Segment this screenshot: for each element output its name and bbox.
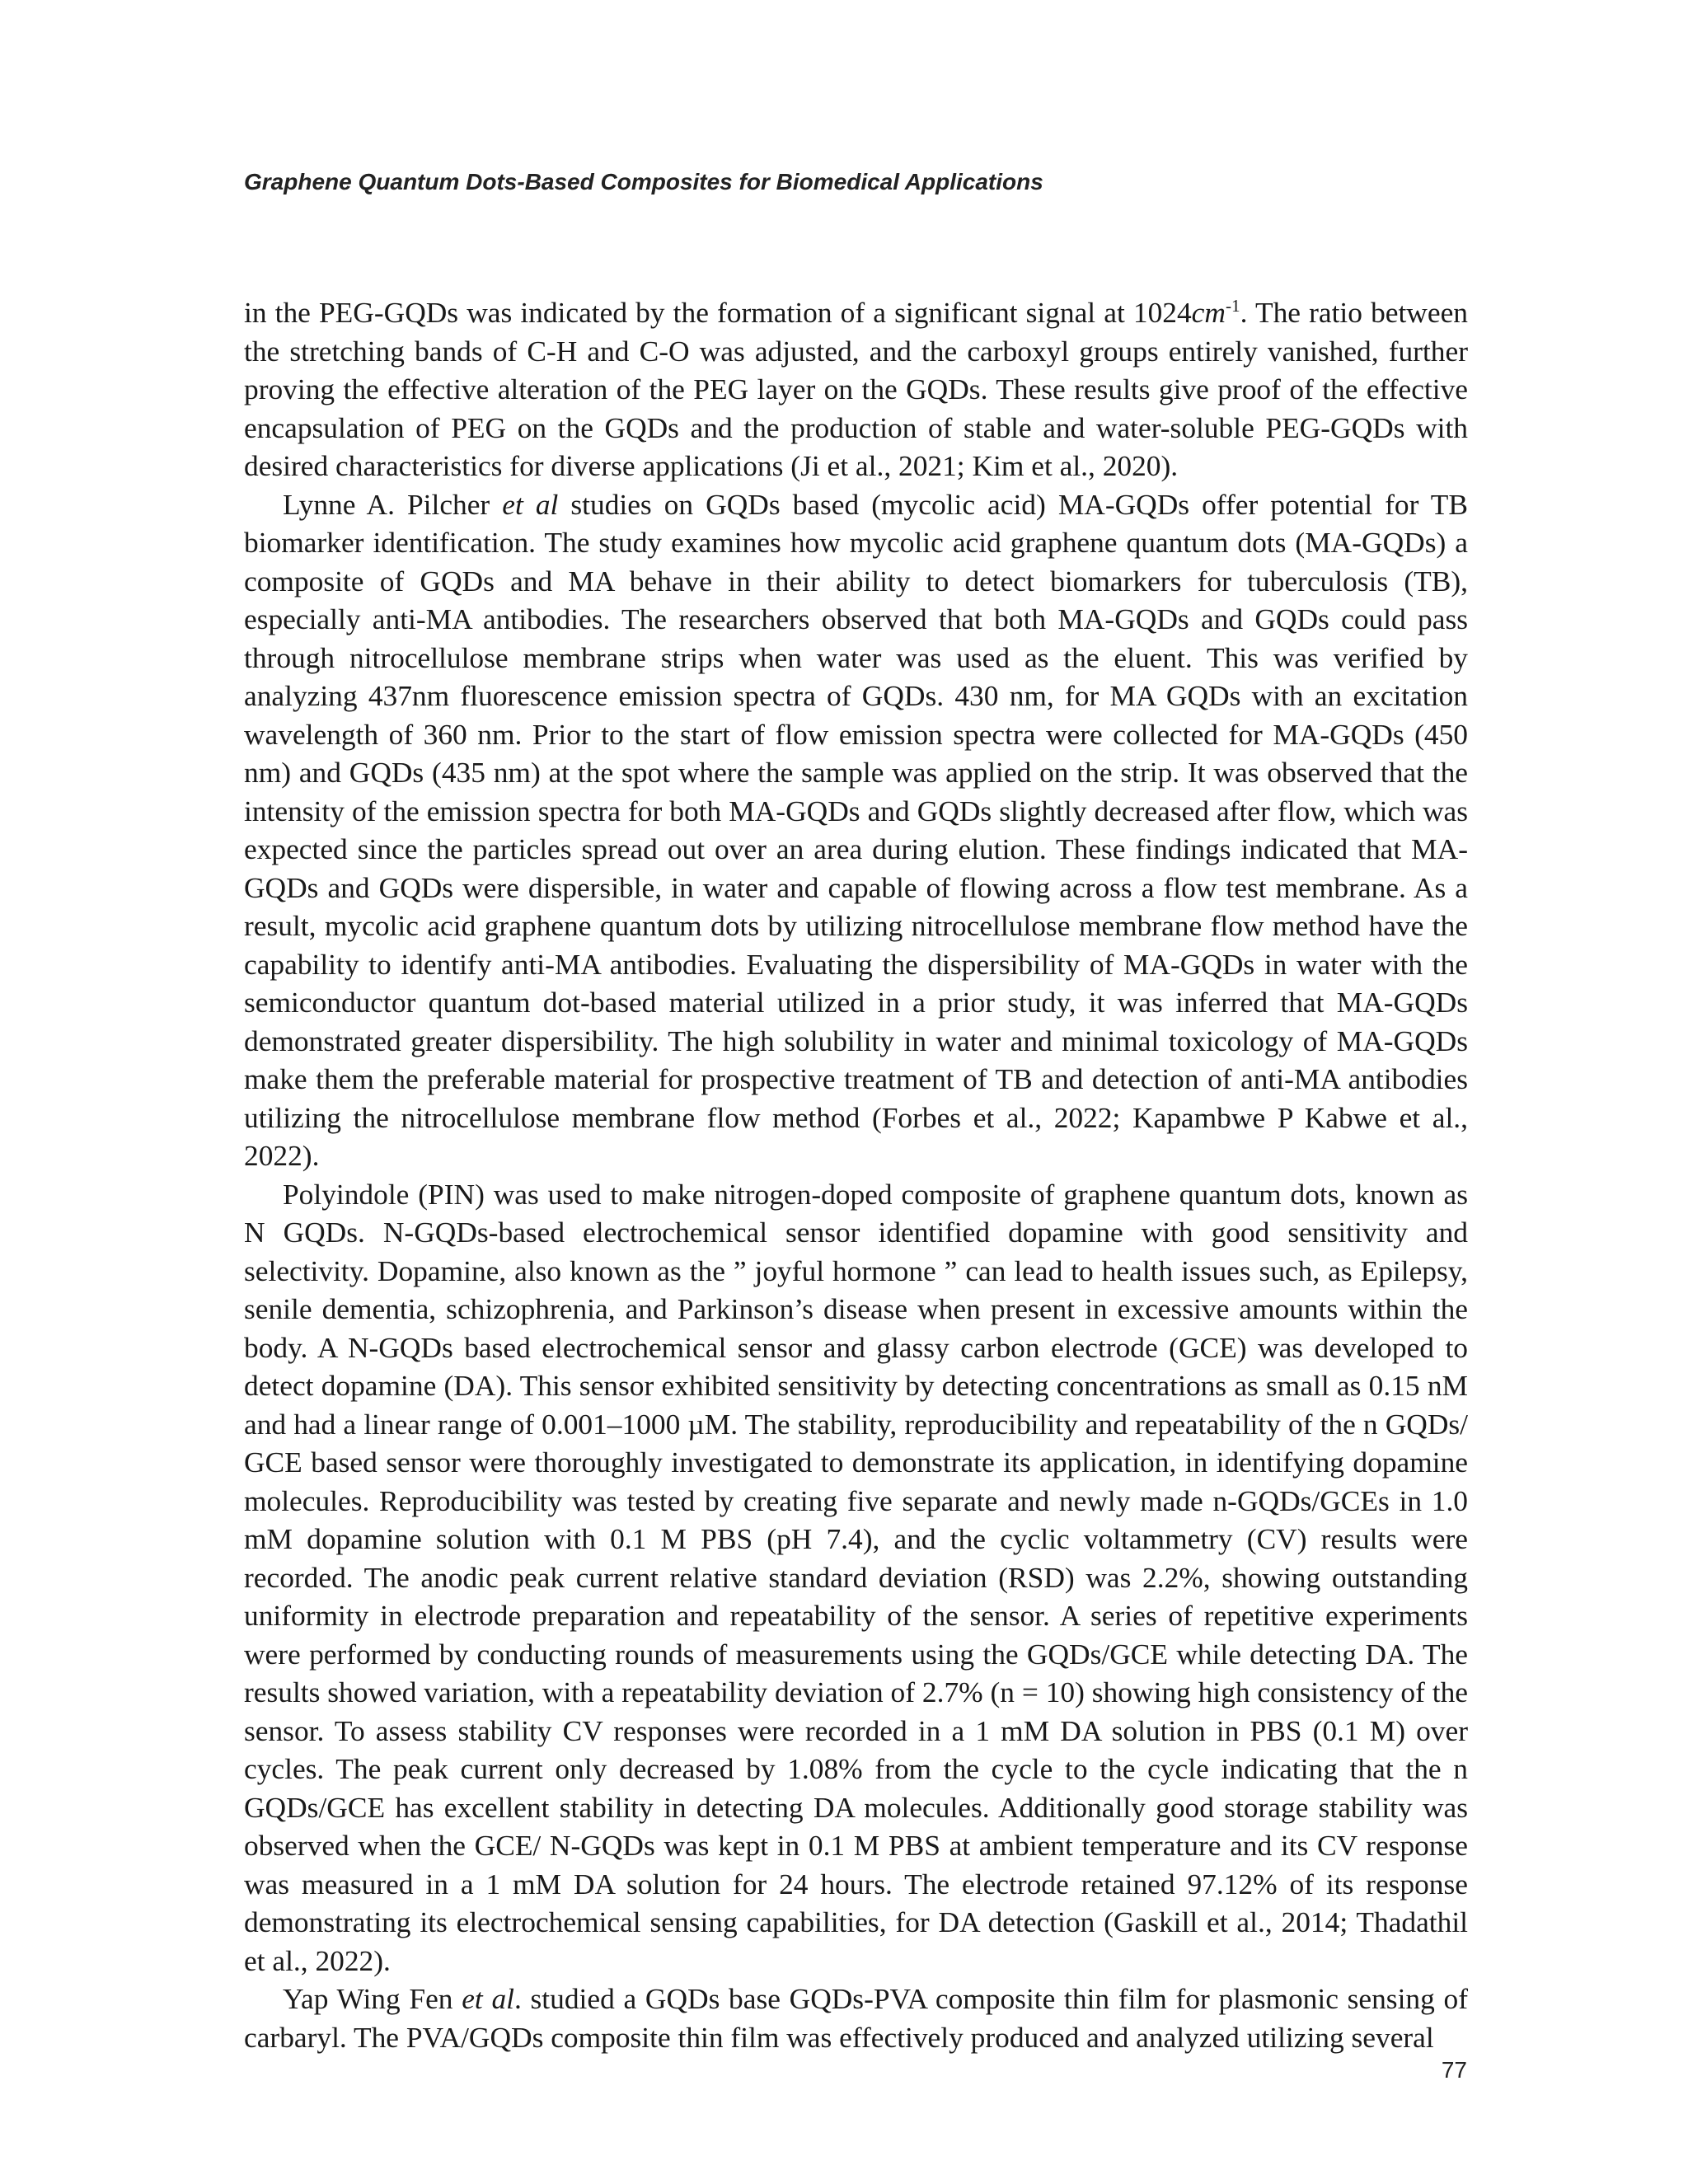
paragraph-ma-gqds: Lynne A. Pilcher et al studies on GQDs based (mycolic acid) MA-GQDs offer potential for TB biomarker identification. The study examines how mycolic acid graphene quantum dots (MA-GQDs) a composite of GQDs and MA behave in their ability to detect biomarkers for tuberculosis (TB), especially anti-MA antibodies. The researchers observed that both MA-GQDs and GQDs could pass through nitrocellulose membrane strips when water was used as the eluent. This was verified by analyzing 437nm fluorescence emission spectra of GQDs. 430 nm, for MA GQDs with an excitation wavelength of 360 nm. Prior to the start of flow emission spectra were collected for MA-GQDs (450 nm) and GQDs (435 nm) at the spot where the sample was applied on the strip. It was observed that the intensity of the emission spectra for both MA-GQDs and GQDs slightly decreased after flow, which was expected since the particles spread out over an area during elution. These findings indicated that MA-GQDs and GQDs were dispersible, in water and capable of flowing across a flow test membrane. As a result, mycolic acid graphene quantum dots by utilizing nitrocellulose membrane flow method have the capability to identify anti-MA antibodies. Evaluating the dispersibility of MA-GQDs in water with the semiconductor quantum dot-based material utilized in a prior study, it was inferred that MA-GQDs demonstrated greater dispersibility. The high solubility in water and minimal toxicology of MA-GQDs make them the preferable material for prospective treatment of TB and detection of anti-MA antibodies utilizing the nitrocellulose membrane flow method (Forbes et al., 2022; Kapambwe P Kabwe et al., 2022). xyxy=(244,487,1469,1172)
paragraph-peg-gqds: in the PEG-GQDs was indicated by the formation of a significant signal at $1024cm^{-1}$. The ratio between the stretching bands of C-H and C-O was adjusted, and the carboxyl groups entirely vanished, further proving the effective alteration of the PEG layer on the GQDs. These results give proof of the effective encapsulation of PEG on the GQDs and the production of stable and water-soluble PEG-GQDs with desired characteristics for diverse applications (Ji et al., 2021; Kim et al., 2020). xyxy=(244,296,1468,482)
running-header: Graphene Quantum Dots-Based Composites for Biomedical Applications xyxy=(244,169,1043,194)
page-number: 77 xyxy=(1441,2057,1467,2083)
paragraph-n-gqds: Polyindole (PIN) was used to make nitrogen-doped composite of graphene quantum dots, known as N GQDs. N-GQDs-based electrochemical sensor identified dopamine with good sensitivity and selectivity. Dopamine, also known as the ” joyful hormone ” can lead to health issues such, as Epilepsy, senile dementia, schizophrenia, and Parkinson’s disease when present in excessive amounts within the body. A N-GQDs based electrochemical sensor and glassy carbon electrode (GCE) was developed to detect dopamine (DA). This sensor exhibited sensitivity by detecting concentrations as small as 0.15 nM and had a linear range of 0.001–1000 µM. The stability, reproducibility and repeatability of the n GQDs/ GCE based sensor were thoroughly investigated to demonstrate its application, in identifying dopamine molecules. Reproducibility was tested by creating five separate and newly made n-GQDs/GCEs in 1.0 mM dopamine solution with 0.1 M PBS (pH 7.4), and the cyclic voltammetry (CV) results were recorded. The anodic peak current relative standard deviation (RSD) was 2.2%, showing outstanding uniformity in electrode preparation and repeatability of the sensor. A series of repetitive experiments were performed by conducting rounds of measurements using the GQDs/GCE while detecting DA. The results showed variation, with a repeatability deviation of 2.7% (n = 10) showing high consistency of the sensor. To assess stability CV responses were recorded in a 1 mM DA solution in PBS (0.1 M) over cycles. The peak current only decreased by 1.08% from the cycle to the cycle indicating that the n GQDs/GCE has excellent stability in detecting DA molecules. Additionally good storage stability was observed when the GCE/ N-GQDs was kept in 0.1 M PBS at ambient temperature and its CV response was measured in a 1 mM DA solution for 24 hours. The electrode retained 97.12% of its response demonstrating its electrochemical sensing capabilities, for DA detection (Gaskill et al., 2014; Thadathil et al., 2022). xyxy=(244,1177,1468,1977)
body-text xyxy=(244,293,1468,2056)
paragraph-pva-gqds: Yap Wing Fen et al. studied a GQDs base GQDs-PVA composite thin film for plasmonic sensing of carbaryl. The PVA/GQDs composite thin film was effectively produced and analyzed utilizing several xyxy=(244,1982,1468,2054)
